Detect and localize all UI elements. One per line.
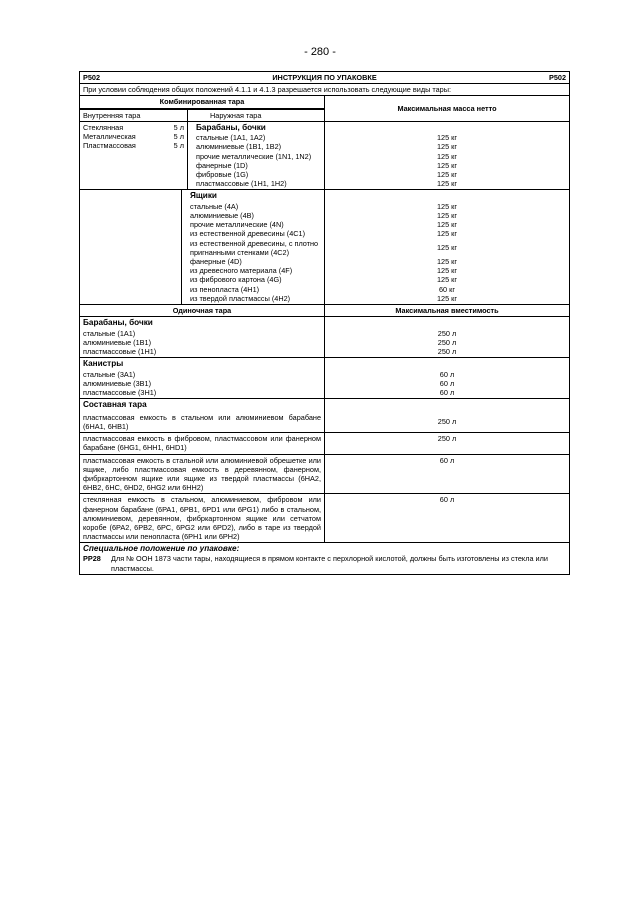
composite-item: пластмассовая емкость в стальном или алюминиевом барабане (6HA1, 6HB1)	[80, 412, 325, 433]
composite-item: стеклянная емкость в стальном, алюминиевом, фибровом или фанерном барабане (6PA1, 6PB1, 6PD1 или 6PG1) либо в стальном, алюминиевом, деревянном, фибркартонном ящике или сетчатом коробе (6PA2, 6PB2, 6PC, 6PG2 или 6PD2), либо в таре из твердой пластмассы или пенопласта (6PH1 или 6PH2)	[80, 494, 325, 543]
intro-text: При условии соблюдения общих положений 4.1.1 и 4.1.3 разрешается использовать следующие виды тары:	[80, 84, 570, 96]
outer-packaging-header: Наружная тара	[188, 109, 324, 121]
instruction-code-right: P502	[548, 73, 567, 82]
outer-box-item: из древесного материала (4F)	[190, 266, 293, 276]
composite-item-row	[80, 433, 570, 454]
drums-mass-cell	[325, 121, 570, 190]
inner-item: Стеклянная 5 л	[83, 122, 184, 132]
outer-box-item: из фибрового картона (4G)	[190, 275, 282, 285]
composite-item-row	[80, 494, 570, 543]
mass-value: 125 кг	[436, 160, 458, 170]
inner-packaging-list	[80, 122, 188, 190]
composite-title-row	[80, 399, 570, 412]
single-drum-item: алюминиевые (1B1)	[83, 337, 152, 347]
boxes-mass-cell	[325, 190, 570, 305]
mass-value: 125 кг	[436, 201, 458, 211]
single-header-row	[80, 305, 570, 317]
capacity-value: 60 л	[439, 369, 455, 379]
capacity-value: 250 л	[325, 433, 570, 454]
outer-drum-item: прочие металлические (1N1, 1N2)	[196, 151, 312, 161]
outer-drums-list	[188, 122, 324, 190]
mass-value: 125 кг	[436, 179, 458, 189]
header-row	[80, 72, 570, 84]
outer-drum-item: фибровые (1G)	[196, 170, 249, 180]
jerricans-title: Канистры	[83, 359, 124, 369]
mass-value: 125 кг	[436, 293, 458, 303]
mass-value: 125 кг	[436, 133, 458, 143]
mass-value: 125 кг	[436, 211, 458, 221]
mass-value: 125 кг	[436, 151, 458, 161]
jerrican-item: алюминиевые (3B1)	[83, 378, 152, 388]
capacity-value: 60 л	[325, 494, 570, 543]
mass-value: 125 кг	[436, 229, 458, 239]
single-drums-title: Барабаны, бочки	[83, 318, 153, 328]
outer-drum-item: алюминиевые (1B1, 1B2)	[196, 142, 282, 152]
combined-drums-row	[80, 121, 570, 190]
jerrican-item: стальные (3A1)	[83, 369, 136, 379]
mass-value: 125 кг	[436, 142, 458, 152]
packing-instruction-table	[79, 71, 570, 575]
outer-box-item: прочие металлические (4N)	[190, 220, 284, 230]
boxes-category-title: Ящики	[190, 191, 217, 201]
composite-item: пластмассовая емкость в стальной или алюминиевой обрешетке или ящике, либо пластмассовая емкость в деревянном, фанерном, фибркартонном ящике или ящике из твердой пластмассы (6HA2, 6HB2, 6HC, 6HD2, 6HG2 или 6HH2)	[80, 454, 325, 494]
single-drum-item: пластмассовые (1H1)	[83, 347, 157, 357]
max-net-mass-header: Максимальная масса нетто	[325, 96, 570, 121]
single-drums-row	[80, 317, 570, 358]
outer-box-item: фанерные (4D)	[190, 257, 242, 267]
single-drum-item: стальные (1A1)	[83, 328, 136, 338]
inner-item: Пластмассовая 5 л	[83, 141, 184, 151]
outer-boxes-list	[182, 190, 324, 304]
combined-title-row	[80, 96, 570, 108]
outer-drum-item: фанерные (1D)	[196, 160, 248, 170]
capacity-value: 250 л	[437, 328, 457, 338]
special-provision-row	[80, 543, 570, 574]
capacity-value: 60 л	[439, 388, 455, 398]
outer-box-item: стальные (4A)	[190, 201, 239, 211]
single-jerricans-row	[80, 358, 570, 399]
outer-box-item: алюминиевые (4B)	[190, 211, 254, 221]
single-packaging-title: Одиночная тара	[80, 305, 325, 317]
outer-box-item: из естественной древесины (4C1)	[190, 229, 306, 239]
mass-value: 125 кг	[436, 266, 458, 276]
mass-value: 125 кг	[436, 242, 458, 252]
combined-packaging-title: Комбинированная тара	[80, 96, 325, 108]
composite-packaging-title: Составная тара	[83, 400, 147, 410]
mass-value: 125 кг	[436, 220, 458, 230]
mass-value: 125 кг	[436, 275, 458, 285]
inner-item: Металлическая 5 л	[83, 132, 184, 142]
instruction-code-left: P502	[83, 73, 101, 82]
jerrican-item: пластмассовые (3H1)	[83, 388, 157, 398]
combined-boxes-row	[80, 190, 570, 305]
capacity-value: 250 л	[437, 337, 457, 347]
special-provision-title: Специальное положение по упаковке:	[83, 544, 240, 554]
mass-value: 60 кг	[439, 284, 455, 294]
inner-packaging-header: Внутренняя тара	[80, 109, 188, 121]
outer-box-item: из пенопласта (4H1)	[190, 284, 260, 294]
drums-category-title: Барабаны, бочки	[196, 122, 266, 132]
intro-row	[80, 84, 570, 96]
page-number: - 280 -	[304, 46, 336, 58]
capacity-value: 60 л	[325, 454, 570, 494]
composite-item: пластмассовая емкость в фибровом, пластмассовом или фанерном барабане (6HG1, 6HH1, 6HD1)	[80, 433, 325, 454]
composite-item-row	[80, 454, 570, 494]
outer-box-item: из твердой пластмассы (4H2)	[190, 293, 291, 303]
composite-item-row	[80, 412, 570, 433]
outer-box-item: из естественной древесины, с плотно пригнанными стенками (4C2)	[190, 238, 319, 257]
capacity-value: 250 л	[437, 347, 457, 357]
max-capacity-header: Максимальная вместимость	[325, 305, 570, 317]
capacity-value: 250 л	[325, 412, 570, 433]
outer-drum-item: стальные (1A1, 1A2)	[196, 133, 266, 143]
special-provision-code: PP28	[83, 554, 101, 564]
mass-value: 125 кг	[436, 257, 458, 267]
outer-drum-item: пластмассовые (1H1, 1H2)	[196, 179, 287, 189]
instruction-title: ИНСТРУКЦИЯ ПО УПАКОВКЕ	[272, 73, 377, 82]
special-provision-text: Для № ООН 1873 части тары, находящиеся в прямом контакте с перхлорной кислотой, должны быть изготовлены из стекла или пластмассы.	[111, 554, 548, 573]
capacity-value: 60 л	[439, 378, 455, 388]
mass-value: 125 кг	[436, 170, 458, 180]
